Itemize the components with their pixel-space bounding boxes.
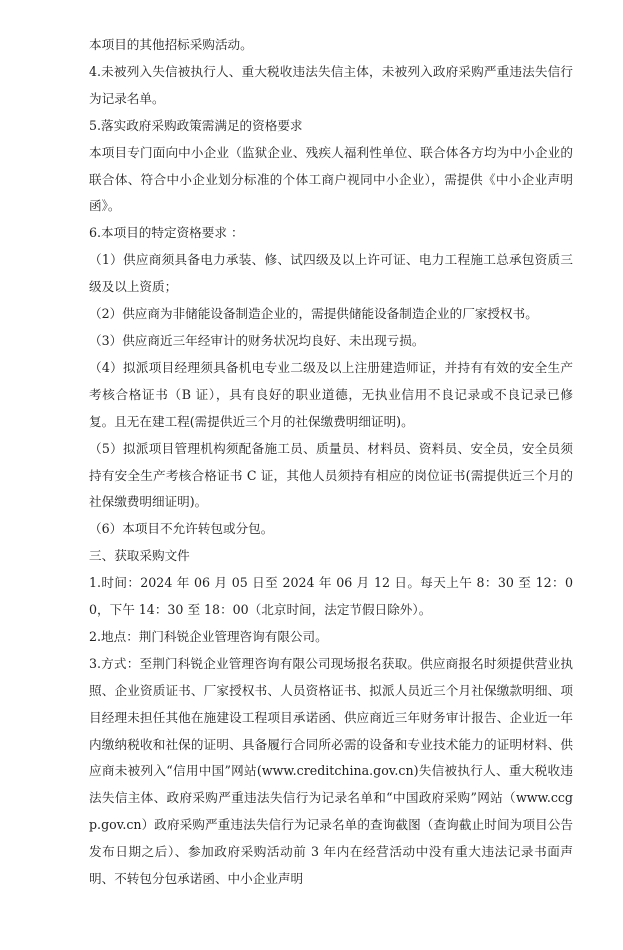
paragraph-requirement-3: （3）供应商近三年经审计的财务状况均良好、未出现亏损。 bbox=[89, 332, 425, 348]
paragraph-qualification-4: 4.未被列入失信被执行人、重大税收违法失信主体，未被列入政府采购严重违法失信行为记录名单。 bbox=[89, 63, 573, 106]
paragraph-sme-policy: 本项目专门面向中小企业（监狱企业、残疾人福利性单位、联合体各方均为中小企业的联合体、符合中小企业划分标准的个体工商户视同中小企业），需提供《中小企业声明函》。 bbox=[89, 144, 573, 214]
paragraph-requirement-4: （4）拟派项目经理须具备机电专业二级及以上注册建造师证，并持有有效的安全生产考核合格证书（B 证），具有良好的职业道德，无执业信用不良记录或不良记录已修复。且无在建工程(需提供近三个月的社保缴费明细证明)。 bbox=[89, 359, 573, 429]
paragraph-continuation: 本项目的其他招标采购活动。 bbox=[89, 37, 253, 52]
paragraph-requirement-2: （2）供应商为非储能设备制造企业的，需提供储能设备制造企业的厂家授权书。 bbox=[89, 306, 538, 322]
section-heading-obtain-documents: 三、获取采购文件 bbox=[89, 548, 190, 564]
paragraph-method: 3.方式：至荆门科锐企业管理咨询有限公司现场报名获取。供应商报名时须提供营业执照、企业资质证书、厂家授权书、人员资格证书、拟派人员近三个月社保缴款明细、项目经理未担任其他在施建设工程项目承诺函、供应商近三年财务审计报告、企业近一年内缴纳税收和社保的证明、具备履行合同所必需的设备和专业技术能力的证明材料、供应商未被列入“信用中国”网站(www.creditchina.gov.cn)失信被执行人、重大税收违法失信主体、政府采购严重违法失信行为记录名单和“中国政府采购”网站（www.ccgp.gov.cn）政府采购严重违法失信行为记录名单的查询截图（查询截止时间为项目公告发布日期之后）、参加政府采购活动前 3 年内在经营活动中没有重大违法记录书面声明、不转包分包承诺函、中小企业声明 bbox=[89, 655, 573, 887]
paragraph-time: 1.时间：2024 年 06 月 05 日至 2024 年 06 月 12 日。每天上午 8：30 至 12：00，下午 14：30 至 18：00（北京时间，法定节假日除外）。 bbox=[89, 575, 573, 618]
paragraph-requirement-5: （5）拟派项目管理机构须配备施工员、质量员、材料员、资料员、安全员，安全员须持有安全生产考核合格证书 C 证，其他人员须持有相应的岗位证书(需提供近三个月的社保缴费明细证明)。 bbox=[89, 440, 573, 510]
paragraph-qualification-5-heading: 5.落实政府采购政策需满足的资格要求 bbox=[89, 117, 303, 133]
paragraph-location: 2.地点：荆门科锐企业管理咨询有限公司。 bbox=[89, 628, 328, 644]
paragraph-requirement-6: （6）本项目不允许转包或分包。 bbox=[89, 521, 274, 537]
paragraph-requirement-1: （1）供应商须具备电力承装、修、试四级及以上许可证、电力工程施工总承包资质三级及以上资质； bbox=[89, 252, 573, 295]
paragraph-qualification-6-heading: 6.本项目的特定资格要求 ： bbox=[89, 225, 244, 241]
